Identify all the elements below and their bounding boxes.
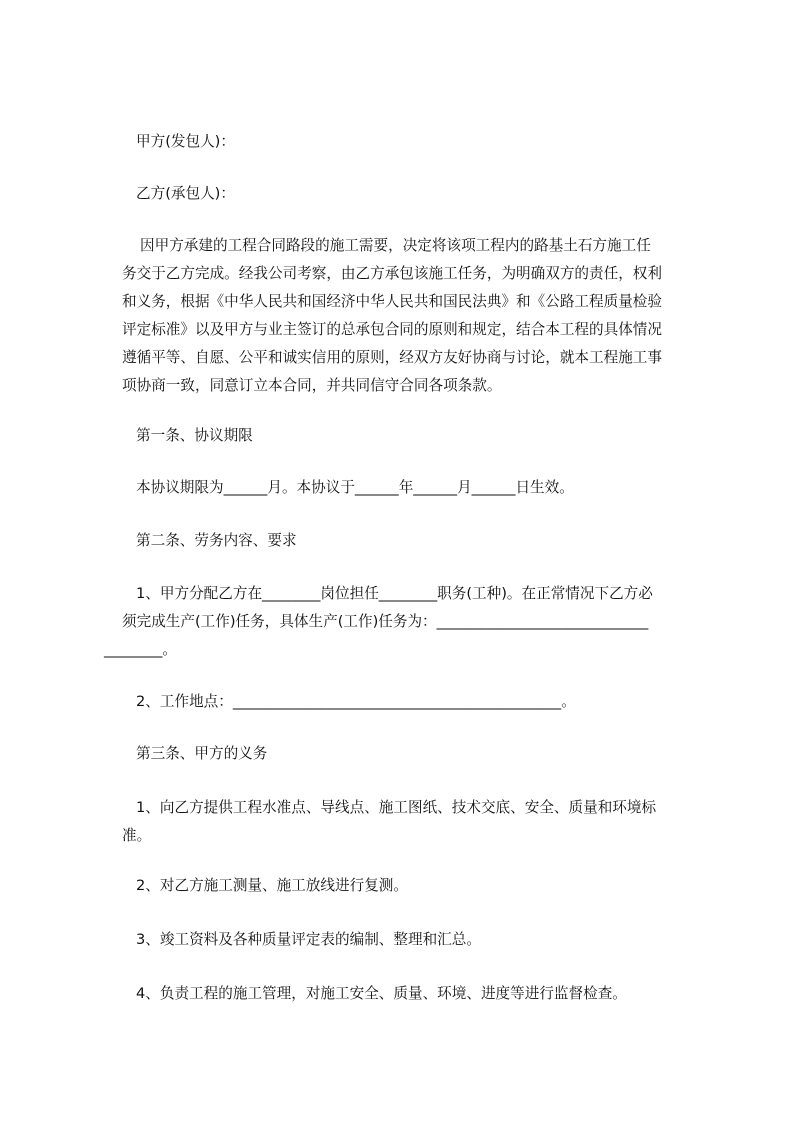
- article1-title: 第一条、协议期限: [136, 427, 253, 444]
- article2-item1-line: ________。: [104, 641, 177, 658]
- article3-item3: 3、竣工资料及各种质量评定表的编制、整理和汇总。: [136, 931, 481, 948]
- preamble-line: 评定标准》以及甲方与业主签订的总承包合同的原则和规定，结合本工程的具体情况: [122, 321, 662, 338]
- article2-item1-line: 须完成生产(工作)任务，具体生产(工作)任务为：_____________________________: [122, 613, 649, 630]
- article2-title: 第二条、劳务内容、要求: [136, 532, 297, 549]
- preamble-line: 务交于乙方完成。经我公司考察，由乙方承包该施工任务，为明确双方的责任，权利: [122, 265, 662, 282]
- article3-item4: 4、负责工程的施工管理，对施工安全、质量、环境、进度等进行监督检查。: [136, 985, 627, 1002]
- article3-item2: 2、对乙方施工测量、施工放线进行复测。: [136, 877, 408, 894]
- article2-item1-line: 1、甲方分配乙方在________岗位担任________职务(工种)。在正常情况下乙方必: [136, 585, 653, 602]
- preamble-line: 和义务，根据《中华人民共和国经济中华人民共和国民法典》和《公路工程质量检验: [122, 293, 662, 310]
- party-a-line: 甲方(发包人)：: [136, 133, 235, 150]
- preamble-line: 因甲方承建的工程合同路段的施工需要，决定将该项工程内的路基土石方施工任: [140, 237, 651, 254]
- party-b-line: 乙方(承包人)：: [136, 185, 235, 202]
- article3-item1-line: 准。: [122, 827, 152, 844]
- article3-title: 第三条、甲方的义务: [136, 745, 268, 762]
- preamble-line: 项协商一致，同意订立本合同，并共同信守合同各项条款。: [122, 377, 502, 394]
- article3-item1-line: 1、向乙方提供工程水准点、导线点、施工图纸、技术交底、安全、质量和环境标: [136, 799, 657, 816]
- article1-text: 本协议期限为______月。本协议于______年______月______日生效。: [136, 479, 574, 496]
- article2-item2: 2、工作地点：_____________________________________________。: [136, 693, 576, 710]
- preamble-line: 遵循平等、自愿、公平和诚实信用的原则，经双方友好协商与讨论，就本工程施工事: [122, 349, 662, 366]
